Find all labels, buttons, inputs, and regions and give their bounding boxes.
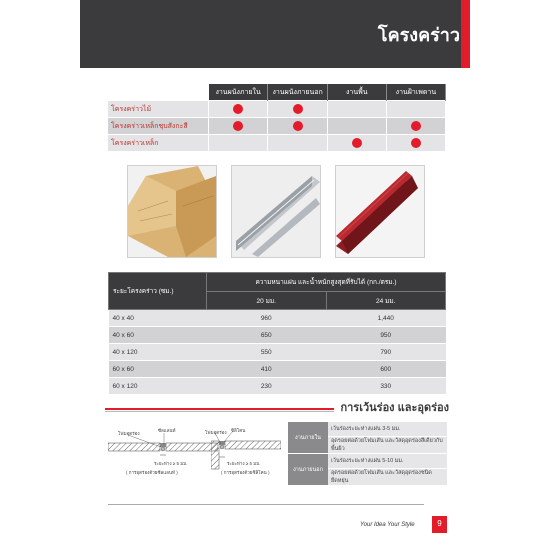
footer-rule [108, 504, 424, 505]
applications-cell [209, 135, 268, 152]
gap-row-value: อุดรอยต่อด้วยโฟมเส้น และวัสดุอุดร่องชนิดยืดหยุ่น [328, 469, 447, 486]
sealant-caption: ( การอุดร่องด้วยซีลแลนท์ ) [126, 470, 178, 475]
red-dot-icon [293, 104, 303, 114]
page-title: โครงคร่าว [377, 25, 460, 45]
steel-channel-illustration [232, 166, 320, 257]
applications-cell [209, 101, 268, 118]
span-subheader-24mm: 24 มม. [326, 292, 446, 310]
sealant-foam-label: โฟมอุดร่อง [118, 431, 140, 436]
applications-cell [327, 135, 386, 152]
span-cell-v24: 790 [326, 344, 446, 361]
span-row [109, 327, 446, 344]
applications-cell [386, 135, 445, 152]
gap-row-head: งานภายใน [288, 422, 328, 454]
span-cell-size: 60 x 120 [109, 378, 207, 395]
section-title: การเว้นร่อง และอุดร่อง [334, 398, 455, 416]
span-cell-v20: 550 [207, 344, 327, 361]
span-row [109, 344, 446, 361]
span-row [109, 361, 446, 378]
red-dot-icon [233, 121, 243, 131]
sealant-label: ซีลแลนท์ [158, 428, 176, 433]
span-subheader-20mm: 20 มม. [207, 292, 327, 310]
span-cell-size: 40 x 60 [109, 327, 207, 344]
span-cell-v24: 1,440 [326, 310, 446, 327]
span-header-row [109, 273, 446, 292]
wooden-batten-photo [127, 165, 217, 258]
applications-row-label: โครงคร่าวเหล็ก [108, 135, 209, 152]
span-cell-size: 40 x 120 [109, 344, 207, 361]
applications-cell [209, 118, 268, 135]
applications-row [108, 118, 446, 135]
red-dot-icon [411, 121, 421, 131]
span-cell-size: 40 x 40 [109, 310, 207, 327]
sealant-gap-label: ระยะห่าง ≥ 5 มม. [154, 461, 188, 466]
applications-row [108, 101, 446, 118]
gap-row-value: อุดรอยต่อด้วยโฟมเส้น และวัสดุอุดร่องสีเดียวกับพื้นผิว [328, 437, 447, 454]
applications-cell [268, 135, 327, 152]
gap-row [288, 454, 447, 469]
span-col-size-header: ระยะโครงคร่าว (ซม.) [109, 273, 207, 310]
gap-row-value: เว้นร่องระยะห่างแผ่น 3-5 มม. [328, 422, 447, 437]
span-cell-v20: 230 [207, 378, 327, 395]
applications-cell [268, 101, 327, 118]
applications-cell [327, 118, 386, 135]
silicone-gap-label: ระยะห่าง ≥ 5 มม. [227, 461, 261, 466]
span-cell-v20: 650 [207, 327, 327, 344]
applications-col-header: งานพื้น [327, 84, 386, 101]
span-cell-v20: 960 [207, 310, 327, 327]
red-dot-icon [352, 138, 362, 148]
span-cell-v24: 600 [326, 361, 446, 378]
applications-cell [268, 118, 327, 135]
applications-row-label: โครงคร่าวไม้ [108, 101, 209, 118]
red-steel-beam-photo [335, 165, 425, 258]
applications-header-row [108, 84, 446, 101]
applications-cell [386, 118, 445, 135]
span-cell-size: 60 x 60 [109, 361, 207, 378]
red-beam-illustration [336, 166, 424, 257]
silicone-foam-label: โฟมอุดร่อง [205, 430, 227, 435]
wooden-batten-illustration [128, 166, 216, 257]
span-row [109, 378, 446, 395]
page-number: 9 [437, 519, 442, 528]
header-accent-stripe [461, 0, 470, 68]
applications-col-header: งานฝ้าเพดาน [386, 84, 445, 101]
silicone-label: ซิลิโคน [231, 428, 246, 433]
applications-cell [327, 101, 386, 118]
applications-corner-cell [108, 84, 209, 101]
applications-table [108, 84, 446, 151]
span-load-table [108, 272, 446, 394]
gap-spec-table [288, 421, 447, 485]
applications-col-header: งานผนังภายนอก [268, 84, 327, 101]
applications-row [108, 135, 446, 152]
span-cell-v24: 330 [326, 378, 446, 395]
span-group-header: ความหนาแผ่น และน้ำหนักสูงสุดที่รับได้ (กก./ตรม.) [207, 273, 446, 292]
galvanized-steel-channel-photo [231, 165, 321, 258]
red-dot-icon [293, 121, 303, 131]
applications-col-header: งานผนังภายใน [209, 84, 268, 101]
gap-row [288, 422, 447, 437]
span-row [109, 310, 446, 327]
span-cell-v20: 410 [207, 361, 327, 378]
gap-row-value: เว้นร่องระยะห่างแผ่น 5-10 มม. [328, 454, 447, 469]
footer-slogan: Your Idea Your Style [360, 522, 415, 528]
gap-row-head: งานภายนอก [288, 454, 328, 486]
applications-cell [386, 101, 445, 118]
span-cell-v24: 950 [326, 327, 446, 344]
silicone-caption: ( การอุดร่องด้วยซิลิโคน ) [221, 470, 270, 475]
red-dot-icon [233, 104, 243, 114]
applications-row-label: โครงคร่าวเหล็กชุบสังกะสี [108, 118, 209, 135]
red-dot-icon [411, 138, 421, 148]
